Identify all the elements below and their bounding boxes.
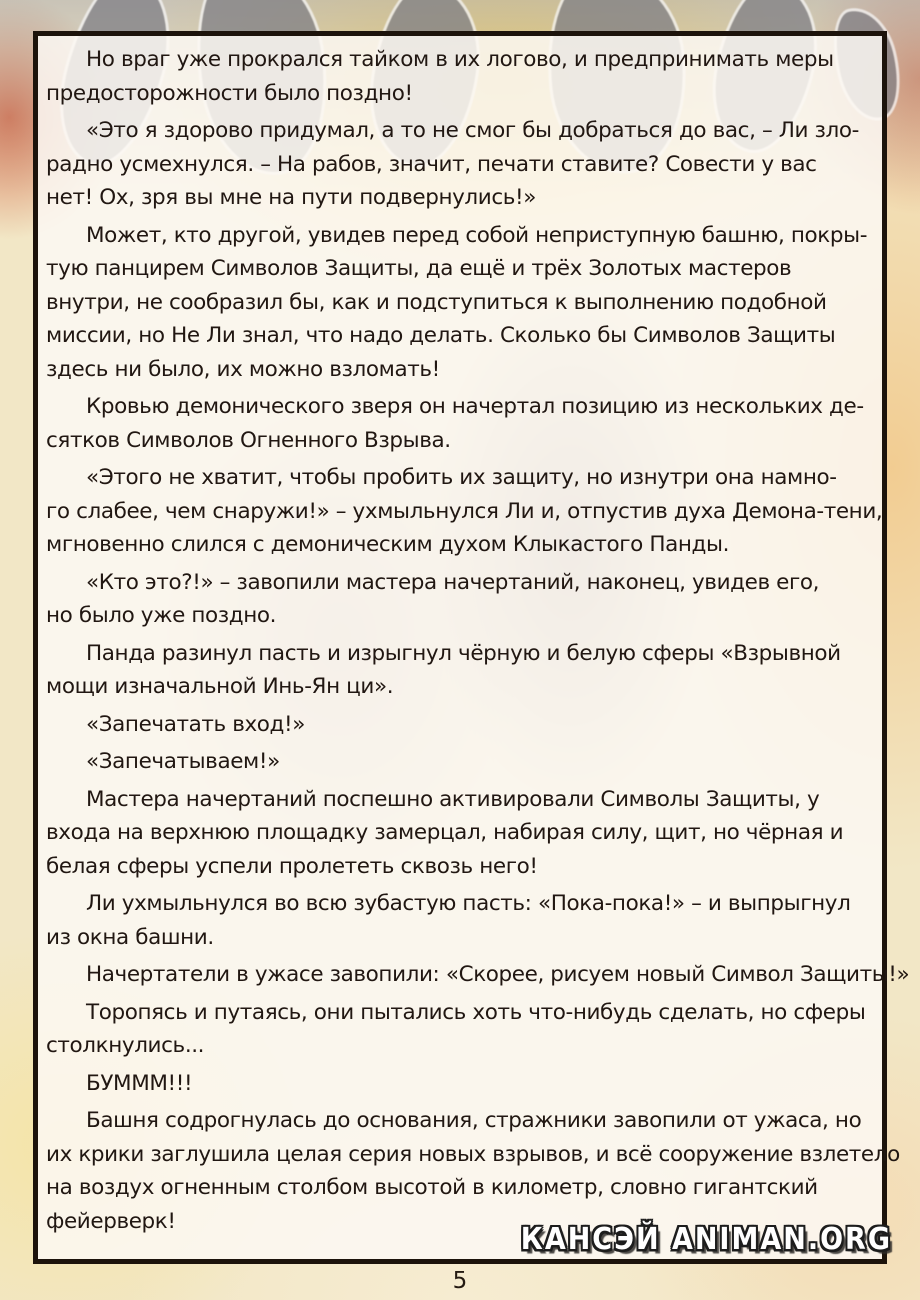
text-line: радно усмехнулся. – На рабов, значит, печати ставите? Совести у вас <box>46 151 817 177</box>
text-line: «Это я здорово придумал, а то не смог бы добраться до вас, – Ли зло- <box>86 118 859 143</box>
paragraph <box>46 783 878 884</box>
text-line: из окна башни. <box>46 924 214 950</box>
text-line: миссии, но Не Ли знал, что надо делать. Сколько бы Символов Защиты <box>46 323 836 348</box>
watermark: КАНСЭЙ ANIMAN.ORG <box>520 1222 892 1257</box>
paragraph <box>46 637 878 704</box>
text-line: Торопясь и путаясь, они пытались хоть что-нибудь сделать, но сферы <box>86 999 866 1025</box>
text-line: сятков Символов Огненного Взрыва. <box>46 427 451 453</box>
text-line: Но враг уже прокрался тайком в их логово, и предпринимать меры <box>86 47 834 72</box>
paragraph <box>46 708 878 742</box>
paragraph <box>46 219 878 387</box>
text-line: «Кто это?!» – завопили мастера начертаний, наконец, увидев его, <box>86 569 820 595</box>
text-line: входа на верхнюю площадку замерцал, набирая силу, щит, но чёрная и <box>46 820 844 845</box>
paragraph <box>46 566 878 633</box>
text-line: внутри, не сообразил бы, как и подступиться к выполнению подобной <box>46 289 827 315</box>
text-line: на воздух огненным столбом высотой в километр, словно гигантский <box>46 1175 818 1200</box>
text-line: мгновенно слился с демоническим духом Клыкастого Панды. <box>46 532 730 557</box>
text-line: Мастера начертаний поспешно активировали Символы Защиты, у <box>86 786 820 812</box>
text-line: «Запечатываем!» <box>86 749 280 774</box>
paragraph <box>46 114 878 215</box>
paragraph <box>46 1104 900 1238</box>
paragraph <box>46 996 878 1063</box>
paragraph <box>46 461 883 562</box>
text-line: Ли ухмыльнулся во всю зубастую пасть: «Пока-пока!» – и выпрыгнул <box>86 891 851 916</box>
text-line: мощи изначальной Инь-Ян ци». <box>46 674 394 699</box>
paragraph <box>46 887 878 954</box>
text-line: Башня содрогнулась до основания, стражники завопили от ужаса, но <box>86 1108 862 1133</box>
text-line: «Запечатать вход!» <box>86 711 305 737</box>
text-line: Панда разинул пасть и изрыгнул чёрную и белую сферы «Взрывной <box>86 640 841 666</box>
text-line: их крики заглушила целая серия новых взрывов, и всё сооружение взлетело <box>46 1141 900 1167</box>
paragraph <box>46 390 878 457</box>
text-line: го слабее, чем снаружи!» – ухмыльнулся Ли и, отпустив духа Демона-тени, <box>46 498 883 524</box>
text-line: нет! Ох, зря вы мне на пути подвернулись!» <box>46 185 537 210</box>
text-line: фейерверк! <box>46 1208 176 1234</box>
story-text <box>38 36 910 1238</box>
text-line: тую панцирем Символов Защиты, да ещё и трёх Золотых мастеров <box>46 256 792 281</box>
page-number: 5 <box>452 1268 468 1294</box>
text-line: «Этого не хватит, чтобы пробить их защиту, но изнутри она намно- <box>86 465 837 490</box>
text-line: предосторожности было поздно! <box>46 80 413 106</box>
text-line: здесь ни было, их можно взломать! <box>46 356 440 382</box>
text-line: БУМММ!!! <box>86 1070 193 1096</box>
text-line: Может, кто другой, увидев перед собой неприступную башню, покры- <box>86 222 868 248</box>
text-line: но было уже поздно. <box>46 603 277 628</box>
paragraph <box>46 958 910 992</box>
paragraph <box>46 1067 878 1101</box>
text-line: Начертатели в ужасе завопили: «Скорее, рисуем новый Символ Защиты!» <box>86 962 910 987</box>
paragraph <box>46 745 878 779</box>
paragraph <box>46 43 878 110</box>
text-line: столкнулись... <box>46 1033 205 1058</box>
text-line: белая сферы успели пролететь сквозь него! <box>46 853 538 879</box>
text-frame <box>33 31 910 1264</box>
text-line: Кровью демонического зверя он начертал позицию из нескольких де- <box>86 394 864 419</box>
